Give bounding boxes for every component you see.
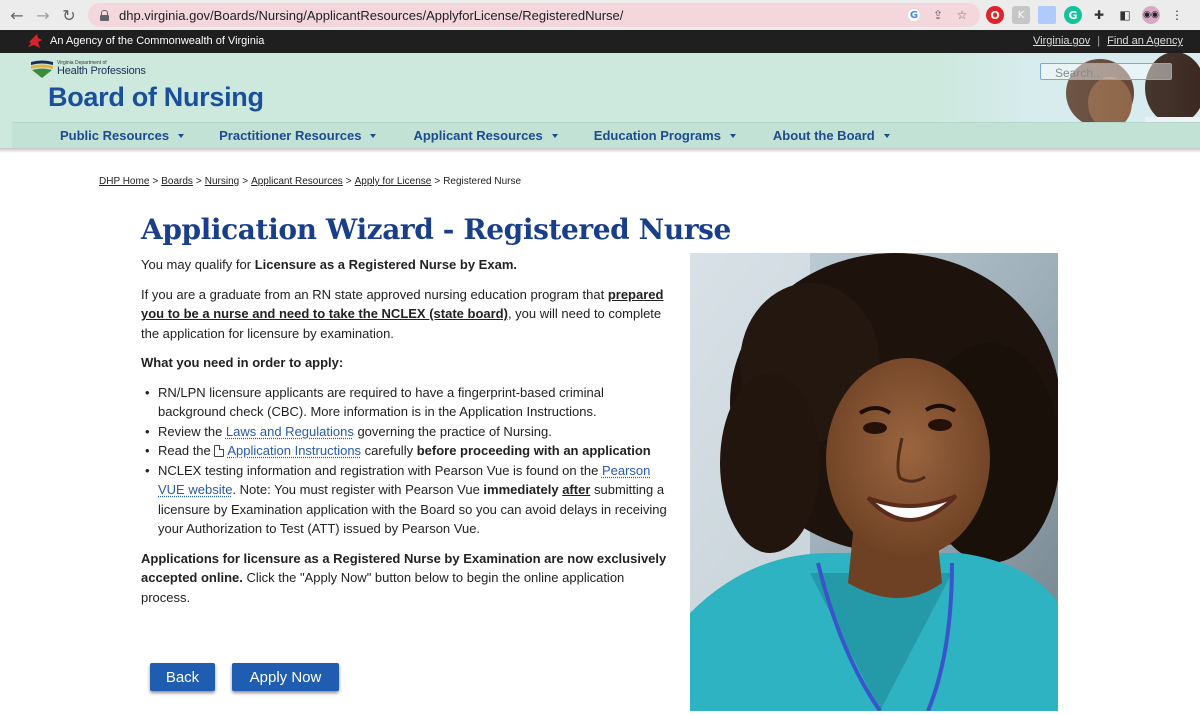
graduate-bold-text: prepared you to be a nurse and need to take the NCLEX (state board) [141,286,664,321]
intro-paragraph [141,255,671,275]
nav-education-programs[interactable] [594,128,736,143]
agency-text: An Agency of the Commonwealth of Virginia [50,35,265,47]
list-item [141,461,671,539]
back-button[interactable]: Back [150,663,215,691]
share-icon[interactable]: ⇪ [932,8,944,22]
breadcrumb-separator: > [152,176,159,187]
breadcrumb-nursing[interactable]: Nursing [204,176,240,187]
nurse-portrait-image [690,253,1058,711]
board-title[interactable]: Board of Nursing [48,82,264,112]
nav-label: Public Resources [60,128,170,143]
nav-label: About the Board [772,128,875,143]
list-item [141,383,671,422]
nav-about-board[interactable] [773,128,890,143]
graduate-text-end: , you will need to complete the application for licensure by examination. [141,306,662,341]
nav-practitioner-resources[interactable] [219,128,376,143]
virginia-logo-icon [30,60,54,78]
header-shadow [0,148,1200,153]
browser-toolbar [0,0,1200,30]
breadcrumb-dhp-home[interactable]: DHP Home [99,176,150,187]
opera-extension-icon[interactable]: O [986,6,1004,24]
grammarly-extension-icon[interactable]: G [1064,6,1082,24]
breadcrumb-separator: > [195,176,202,187]
intro-text: You may qualify for [141,257,255,272]
caret-down-icon [178,134,184,138]
bullet-text: submitting a licensure by Examination application with the Board so you can avoid delays in receiving your Authorization to Test (ATT) issued by Pearson Vue. [158,482,667,536]
caret-down-icon [370,134,376,138]
breadcrumb-apply-for-license[interactable]: Apply for License [354,176,432,187]
bullet-bold-text: before proceeding with an application [416,443,651,458]
lock-icon [100,10,109,21]
cardinal-icon [26,33,44,50]
breadcrumb-separator: > [345,176,352,187]
graduate-paragraph [141,285,671,344]
address-bar[interactable] [88,3,980,27]
bullet-text: Review the [158,423,226,439]
bullet-text: governing the practice of Nursing. [353,423,552,439]
list-item [141,422,671,442]
search-box[interactable] [1040,63,1172,80]
profile-avatar[interactable]: ◉◉ [1142,6,1160,24]
dept-name: Health Professions [57,65,146,77]
back-arrow-icon[interactable]: ← [10,5,24,25]
caret-down-icon [730,134,736,138]
bookmark-star-icon[interactable]: ☆ [956,8,968,22]
nav-public-resources[interactable] [60,128,184,143]
agency-link-separator: | [1097,35,1101,47]
graduate-text: If you are a graduate from an RN state approved nursing education program that [141,286,608,302]
site-header [0,53,1200,153]
dept-small-text: Virginia Department of [57,60,107,66]
breadcrumb [99,176,521,187]
nav-label: Applicant Resources [413,128,543,143]
forward-arrow-icon[interactable]: → [36,5,50,25]
requirements-heading-text: What you need in order to apply: [141,355,344,370]
sidebar-toggle-icon[interactable]: ◧ [1119,8,1131,22]
apply-now-button[interactable]: Apply Now [232,663,339,691]
reload-icon[interactable]: ↻ [62,5,76,25]
intro-bold-text: Licensure as a Registered Nurse by Exam. [254,257,517,272]
nav-label: Education Programs [593,128,721,143]
breadcrumb-boards[interactable]: Boards [161,176,193,187]
nav-applicant-resources[interactable] [413,128,557,143]
browser-menu-icon[interactable]: ⋮ [1171,8,1183,22]
requirements-heading [141,353,671,373]
puzzle-extensions-icon[interactable]: ✚ [1093,8,1105,22]
find-agency-link[interactable]: Find an Agency [1107,35,1183,47]
pearson-vue-link[interactable]: Pearson VUE website [158,462,651,497]
bullet-text: carefully [361,443,417,458]
breadcrumb-separator: > [434,176,441,187]
url-text[interactable]: dhp.virginia.gov/Boards/Nursing/ApplicantResources/ApplyforLicense/RegisteredNurse/ [119,7,624,23]
online-text: Click the "Apply Now" button below to begin the online application process. [141,570,625,605]
breadcrumb-separator: > [242,176,249,187]
bullet-cbc-text: RN/LPN licensure applicants are required to have a fingerprint-based criminal background check (CBC). More information is in the Application Instructions. [158,384,604,419]
google-icon[interactable]: G [906,7,922,23]
breadcrumb-current: Registered Nurse [443,176,522,187]
bullet-bold-text: immediately [483,482,559,497]
document-extension-icon[interactable] [1038,6,1056,24]
dhp-logo[interactable] [30,60,146,78]
nav-label: Practitioner Resources [219,128,362,143]
page-title: Application Wizard - Registered Nurse [141,213,731,246]
breadcrumb-applicant-resources[interactable]: Applicant Resources [251,176,343,187]
caret-down-icon [552,134,558,138]
list-item [141,441,671,461]
online-bold-text: Applications for licensure as a Registered Nurse by Examination are now exclusively accepted online. [141,550,667,585]
pdf-file-icon [214,445,224,457]
bullet-text: Read the [158,443,215,458]
virginia-gov-link[interactable]: Virginia.gov [1033,35,1091,47]
search-input[interactable] [1041,66,1171,81]
laws-regulations-link[interactable]: Laws and Regulations [225,423,354,439]
bullet-text: . Note: You must register with Pearson Vue [232,482,484,497]
requirements-list [141,383,671,539]
bullet-after-text: after [562,482,591,497]
reader-extension-icon[interactable]: K [1012,6,1030,24]
main-content [141,255,671,617]
agency-bar [0,30,1200,53]
main-nav [12,122,1200,148]
online-paragraph [141,549,671,608]
bullet-text: NCLEX testing information and registration with Pearson Vue is found on the [158,462,602,478]
application-instructions-link[interactable]: Application Instructions [227,443,362,458]
caret-down-icon [884,134,890,138]
